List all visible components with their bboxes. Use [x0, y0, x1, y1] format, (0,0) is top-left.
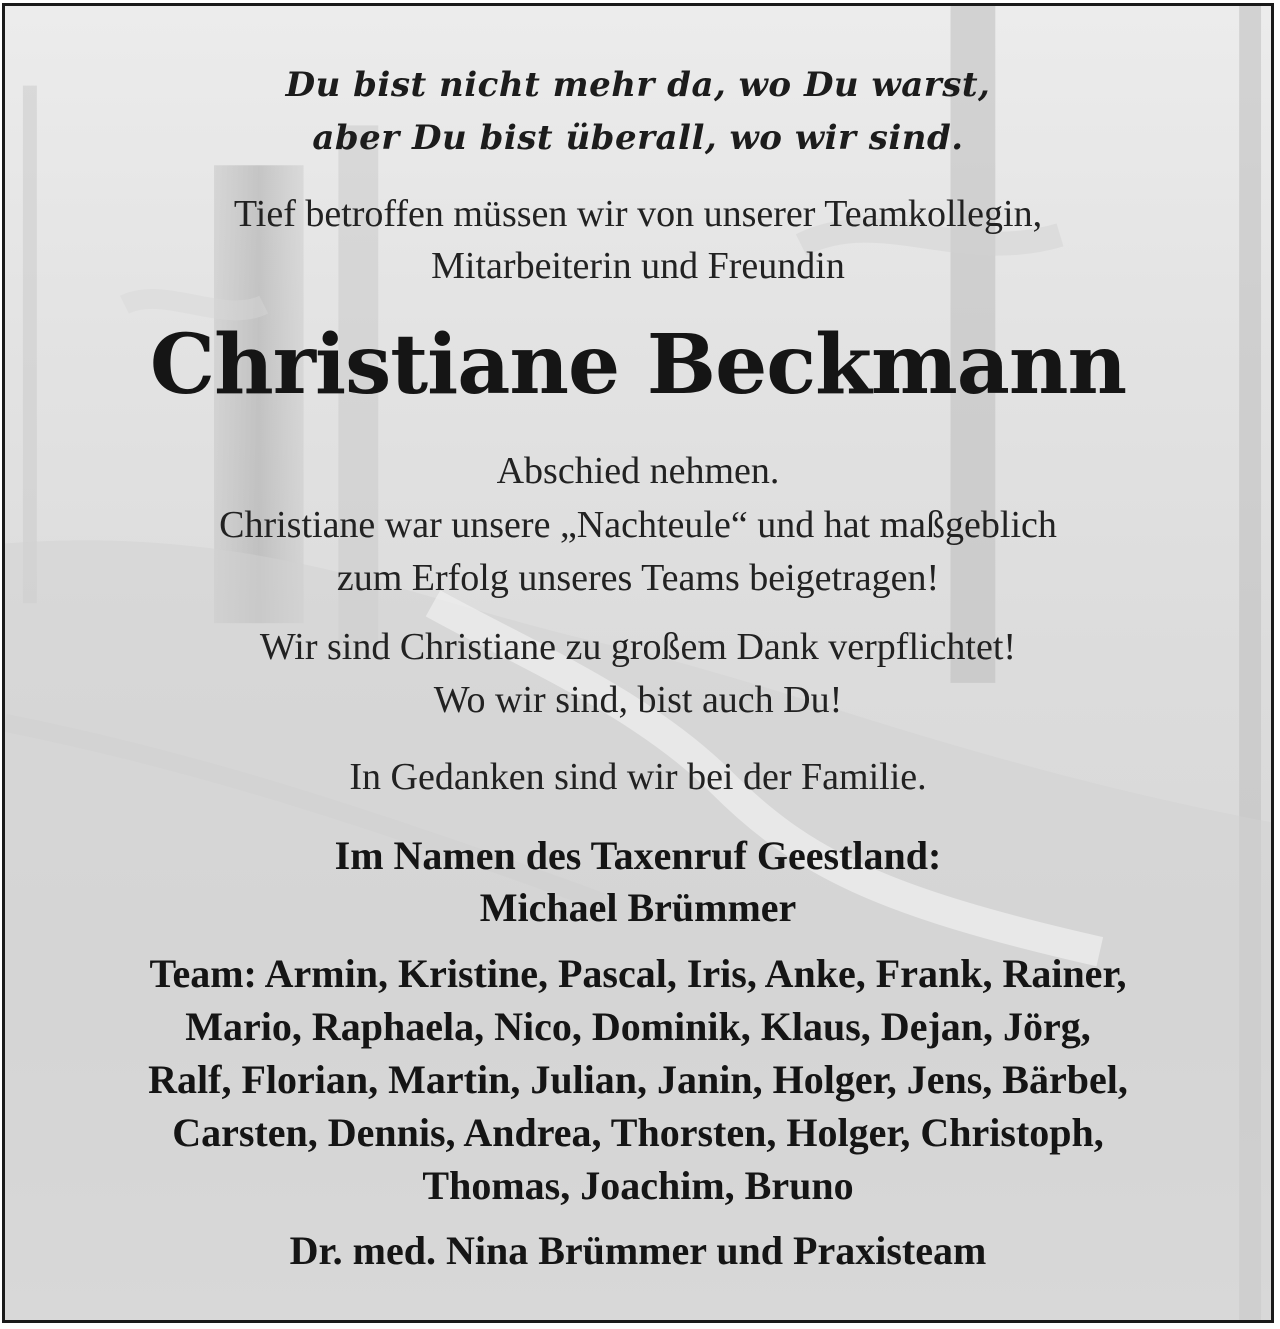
obituary-notice — [2, 3, 1274, 1323]
message-line-3: zum Erfolg unseres Teams beigetragen! — [336, 557, 940, 599]
owner-name: Michael Brümmer — [479, 885, 797, 930]
team-line-5: Thomas, Joachim, Bruno — [422, 1163, 854, 1208]
team-line-1: Team: Armin, Kristine, Pascal, Iris, Anke, Frank, Rainer, — [149, 951, 1127, 996]
message-line-5: Wo wir sind, bist auch Du! — [433, 679, 843, 721]
quote-line-1: Du bist nicht mehr da, wo Du warst, — [285, 65, 991, 105]
deceased-name: Christiane Beckmann — [149, 317, 1127, 413]
team-line-3: Ralf, Florian, Martin, Julian, Janin, Holger, Jens, Bärbel, — [148, 1057, 1128, 1102]
quote-line-2: aber Du bist überall, wo wir sind. — [312, 118, 964, 158]
intro-line-1: Tief betroffen müssen wir von unserer Teamkollegin, — [233, 193, 1043, 235]
company-line: Im Namen des Taxenruf Geestland: — [334, 833, 942, 878]
practice-line: Dr. med. Nina Brümmer und Praxisteam — [289, 1228, 987, 1273]
team-line-4: Carsten, Dennis, Andrea, Thorsten, Holger, Christoph, — [172, 1110, 1104, 1155]
message-line-4: Wir sind Christiane zu großem Dank verpflichtet! — [259, 626, 1017, 668]
message-line-2: Christiane war unsere „Nachteule“ und hat maßgeblich — [219, 504, 1057, 546]
notice-text — [5, 6, 1271, 1320]
team-line-2: Mario, Raphaela, Nico, Dominik, Klaus, Dejan, Jörg, — [185, 1004, 1091, 1049]
intro-line-2: Mitarbeiterin und Freundin — [431, 245, 845, 287]
message-line-1: Abschied nehmen. — [496, 450, 780, 492]
message-line-6: In Gedanken sind wir bei der Familie. — [349, 756, 927, 798]
